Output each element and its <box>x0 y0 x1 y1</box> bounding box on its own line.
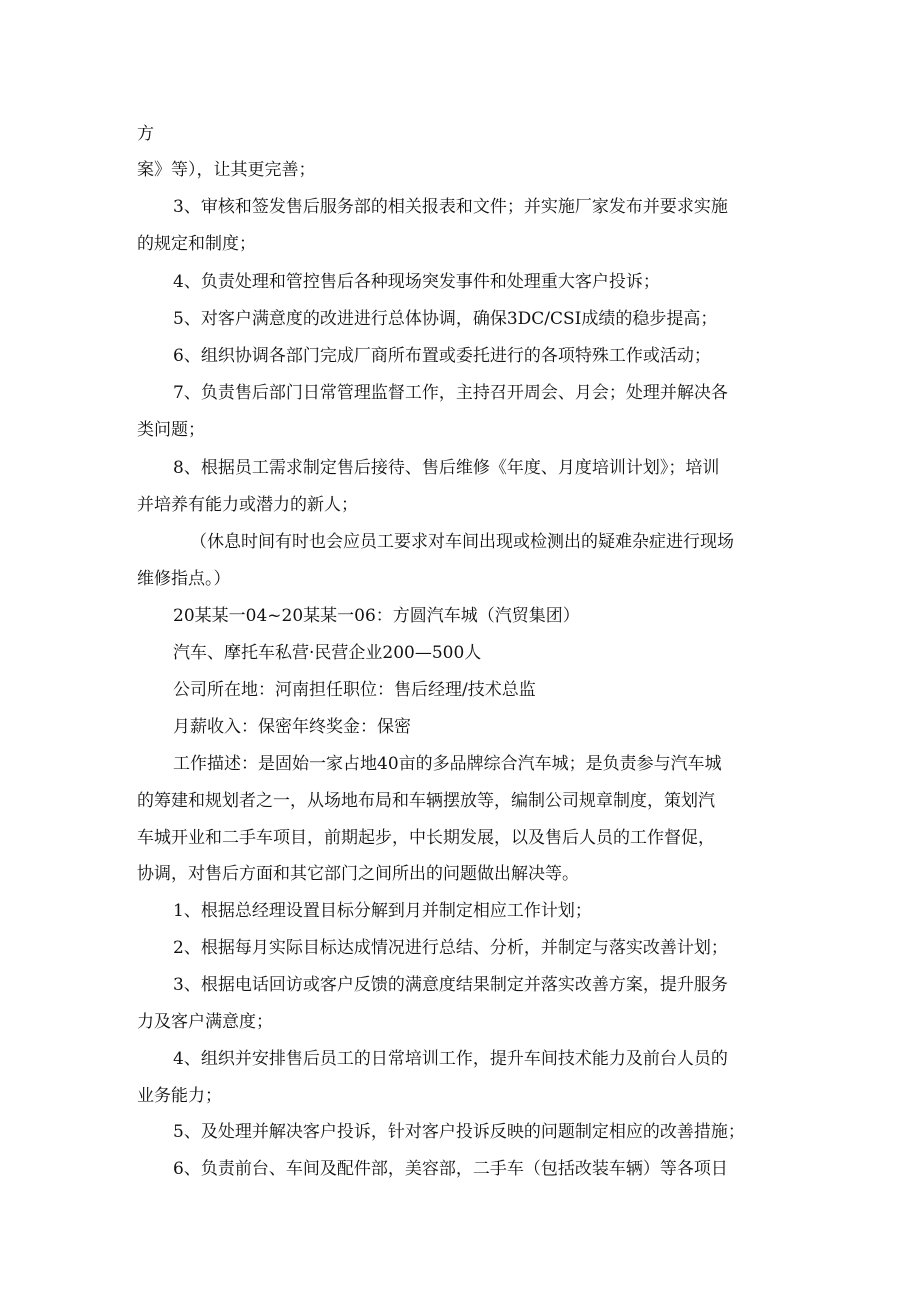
text-line: （休息时间有时也会应员工要求对车间出现或检测出的疑难杂症进行现场 <box>190 532 734 552</box>
text-line: 汽车、摩托车私营·民营企业200—500人 <box>173 643 482 663</box>
text-line: 4、负责处理和管控售后各种现场突发事件和处理重大客户投诉； <box>173 272 660 292</box>
text-line: 3、审核和签发售后服务部的相关报表和文件；并实施厂家发布并要求实施 <box>173 197 728 217</box>
text-line: 车城开业和二手车项目，前期起步，中长期发展，以及售后人员的工作督促， <box>137 828 715 848</box>
text-line: 类问题； <box>137 420 205 440</box>
text-line: 4、组织并安排售后员工的日常培训工作，提升车间技术能力及前台人员的 <box>173 1049 728 1069</box>
text-line: 月薪收入：保密年终奖金：保密 <box>173 717 411 737</box>
text-line: 5、及处理并解决客户投诉，针对客户投诉反映的问题制定相应的改善措施； <box>173 1122 745 1142</box>
text-line: 3、根据电话回访或客户反馈的满意度结果制定并落实改善方案，提升服务 <box>173 975 728 995</box>
text-line: 工作描述：是固始一家占地40亩的多品牌综合汽车城；是负责参与汽车城 <box>173 754 722 774</box>
text-line: 7、负责售后部门日常管理监督工作，主持召开周会、月会；处理并解决各 <box>173 383 728 403</box>
text-line: 协调，对售后方面和其它部门之间所出的问题做出解决等。 <box>137 864 579 884</box>
text-line: 力及客户满意度； <box>137 1012 273 1032</box>
text-line: 案》等），让其更完善； <box>137 160 316 180</box>
text-line: 维修指点。） <box>137 569 231 589</box>
text-line: 并培养有能力或潜力的新人； <box>137 495 358 515</box>
text-line: 的筹建和规划者之一，从场地布局和车辆摆放等，编制公司规章制度，策划汽 <box>137 791 715 811</box>
text-line: 公司所在地：河南担任职位：售后经理/技术总监 <box>173 680 536 700</box>
text-line: 的规定和制度； <box>137 234 256 254</box>
text-line: 20某某一04~20某某一06：方圆汽车城（汽贸集团） <box>173 606 580 626</box>
text-line: 6、组织协调各部门完成厂商所布置或委托进行的各项特殊工作或活动； <box>173 346 711 366</box>
text-line: 8、根据员工需求制定售后接待、售后维修《年度、月度培训计划》；培训 <box>173 458 720 478</box>
text-line: 2、根据每月实际目标达成情况进行总结、分析，并制定与落实改善计划； <box>173 938 728 958</box>
text-line: 5、对客户满意度的改进进行总体协调，确保3DC/CSI成绩的稳步提高； <box>173 309 718 329</box>
text-line: 6、负责前台、车间及配件部，美容部，二手车（包括改装车辆）等各项日 <box>173 1159 728 1179</box>
text-line: 方 <box>137 124 154 144</box>
text-line: 业务能力； <box>137 1086 222 1106</box>
text-line: 1、根据总经理设置目标分解到月并制定相应工作计划； <box>173 901 592 921</box>
